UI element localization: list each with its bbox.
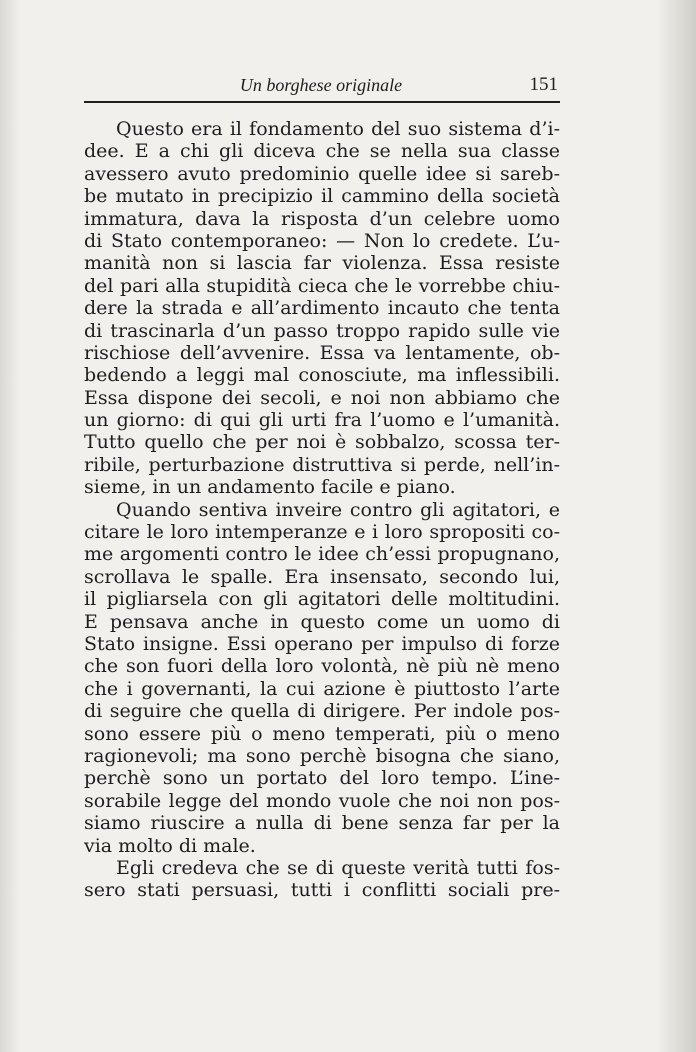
- text-line: bedendo a leggi mal conosciute, ma inflessibili.: [84, 364, 560, 387]
- text-line: manità non si lascia far violenza. Essa resiste: [84, 252, 560, 275]
- text-line: Egli credeva che se di queste verità tutti fos-: [116, 856, 560, 879]
- text-line: Questo era il fondamento del suo sistema d’i-: [116, 118, 560, 140]
- text-line: di Stato contemporaneo: — Non lo credete. L’u-: [84, 229, 560, 252]
- text-line: Tutto quello che per noi è sobbalzo, scossa ter-: [84, 431, 560, 454]
- text-line: sero stati persuasi, tutti i conflitti sociali pre-: [84, 879, 560, 902]
- text-line: ragionevoli; ma sono perchè bisogna che siano,: [84, 744, 560, 767]
- text-line: dee. E a chi gli diceva che se nella sua classe: [84, 140, 560, 163]
- page-edge-shadow-left: [0, 0, 20, 1052]
- text-line: ribile, perturbazione distruttiva si perde, nell’in-: [84, 453, 560, 476]
- text-line: avessero avuto predominio quelle idee si sareb-: [84, 162, 560, 185]
- text-line: il pigliarsela con gli agitatori delle moltitudini.: [84, 588, 560, 611]
- text-line: immatura, dava la risposta d’un celebre uomo: [84, 207, 560, 230]
- running-head: [84, 73, 558, 97]
- text-line: me argomenti contro le idee ch’essi propugnano,: [84, 543, 560, 566]
- text-line: scrollava le spalle. Era insensato, secondo lui,: [84, 565, 560, 588]
- text-line: un giorno: di qui gli urti fra l’uomo e l’umanità.: [84, 409, 560, 432]
- text-line: Quando sentiva inveire contro gli agitatori, e: [116, 498, 560, 521]
- text-line: sono essere più o meno temperati, più o meno: [84, 722, 560, 745]
- text-line: Essa dispone dei secoli, e noi non abbiamo che: [84, 386, 560, 409]
- text-line: rischiose dell’avvenire. Essa va lentamente, ob-: [84, 341, 560, 364]
- text-line: Stato insigne. Essi operano per impulso di forze: [84, 632, 560, 655]
- text-line: via molto di male.: [84, 834, 256, 857]
- running-title: Un borghese originale: [239, 75, 403, 95]
- text-line: sorabile legge del mondo vuole che noi non pos-: [84, 789, 560, 812]
- text-line: perchè sono un portato del loro tempo. L’ine-: [84, 767, 560, 790]
- text-line: sieme, in un andamento facile e piano.: [84, 476, 456, 499]
- body-text: [84, 118, 560, 902]
- text-line: di seguire che quella di dirigere. Per indole pos-: [84, 700, 560, 723]
- text-line: del pari alla stupidità cieca che le vorrebbe chiu-: [84, 274, 560, 297]
- text-line: dere la strada e all’ardimento incauto che tenta: [84, 297, 560, 320]
- text-line: be mutato in precipizio il cammino della società: [84, 185, 560, 208]
- page-number: 151: [529, 74, 558, 95]
- text-line: che son fuori della loro volontà, nè più nè meno: [84, 655, 560, 678]
- header-rule: [84, 101, 560, 103]
- text-line: che i governanti, la cui azione è piuttosto l’arte: [84, 677, 560, 700]
- text-line: siamo riuscire a nulla di bene senza far per la: [84, 812, 560, 835]
- page-edge-shadow-right: [656, 0, 696, 1052]
- text-line: citare le loro intemperanze e i loro spropositi co-: [84, 521, 560, 544]
- text-line: E pensava anche in questo come un uomo di: [84, 610, 560, 633]
- text-line: di trascinarla d’un passo troppo rapido sulle vie: [84, 319, 560, 342]
